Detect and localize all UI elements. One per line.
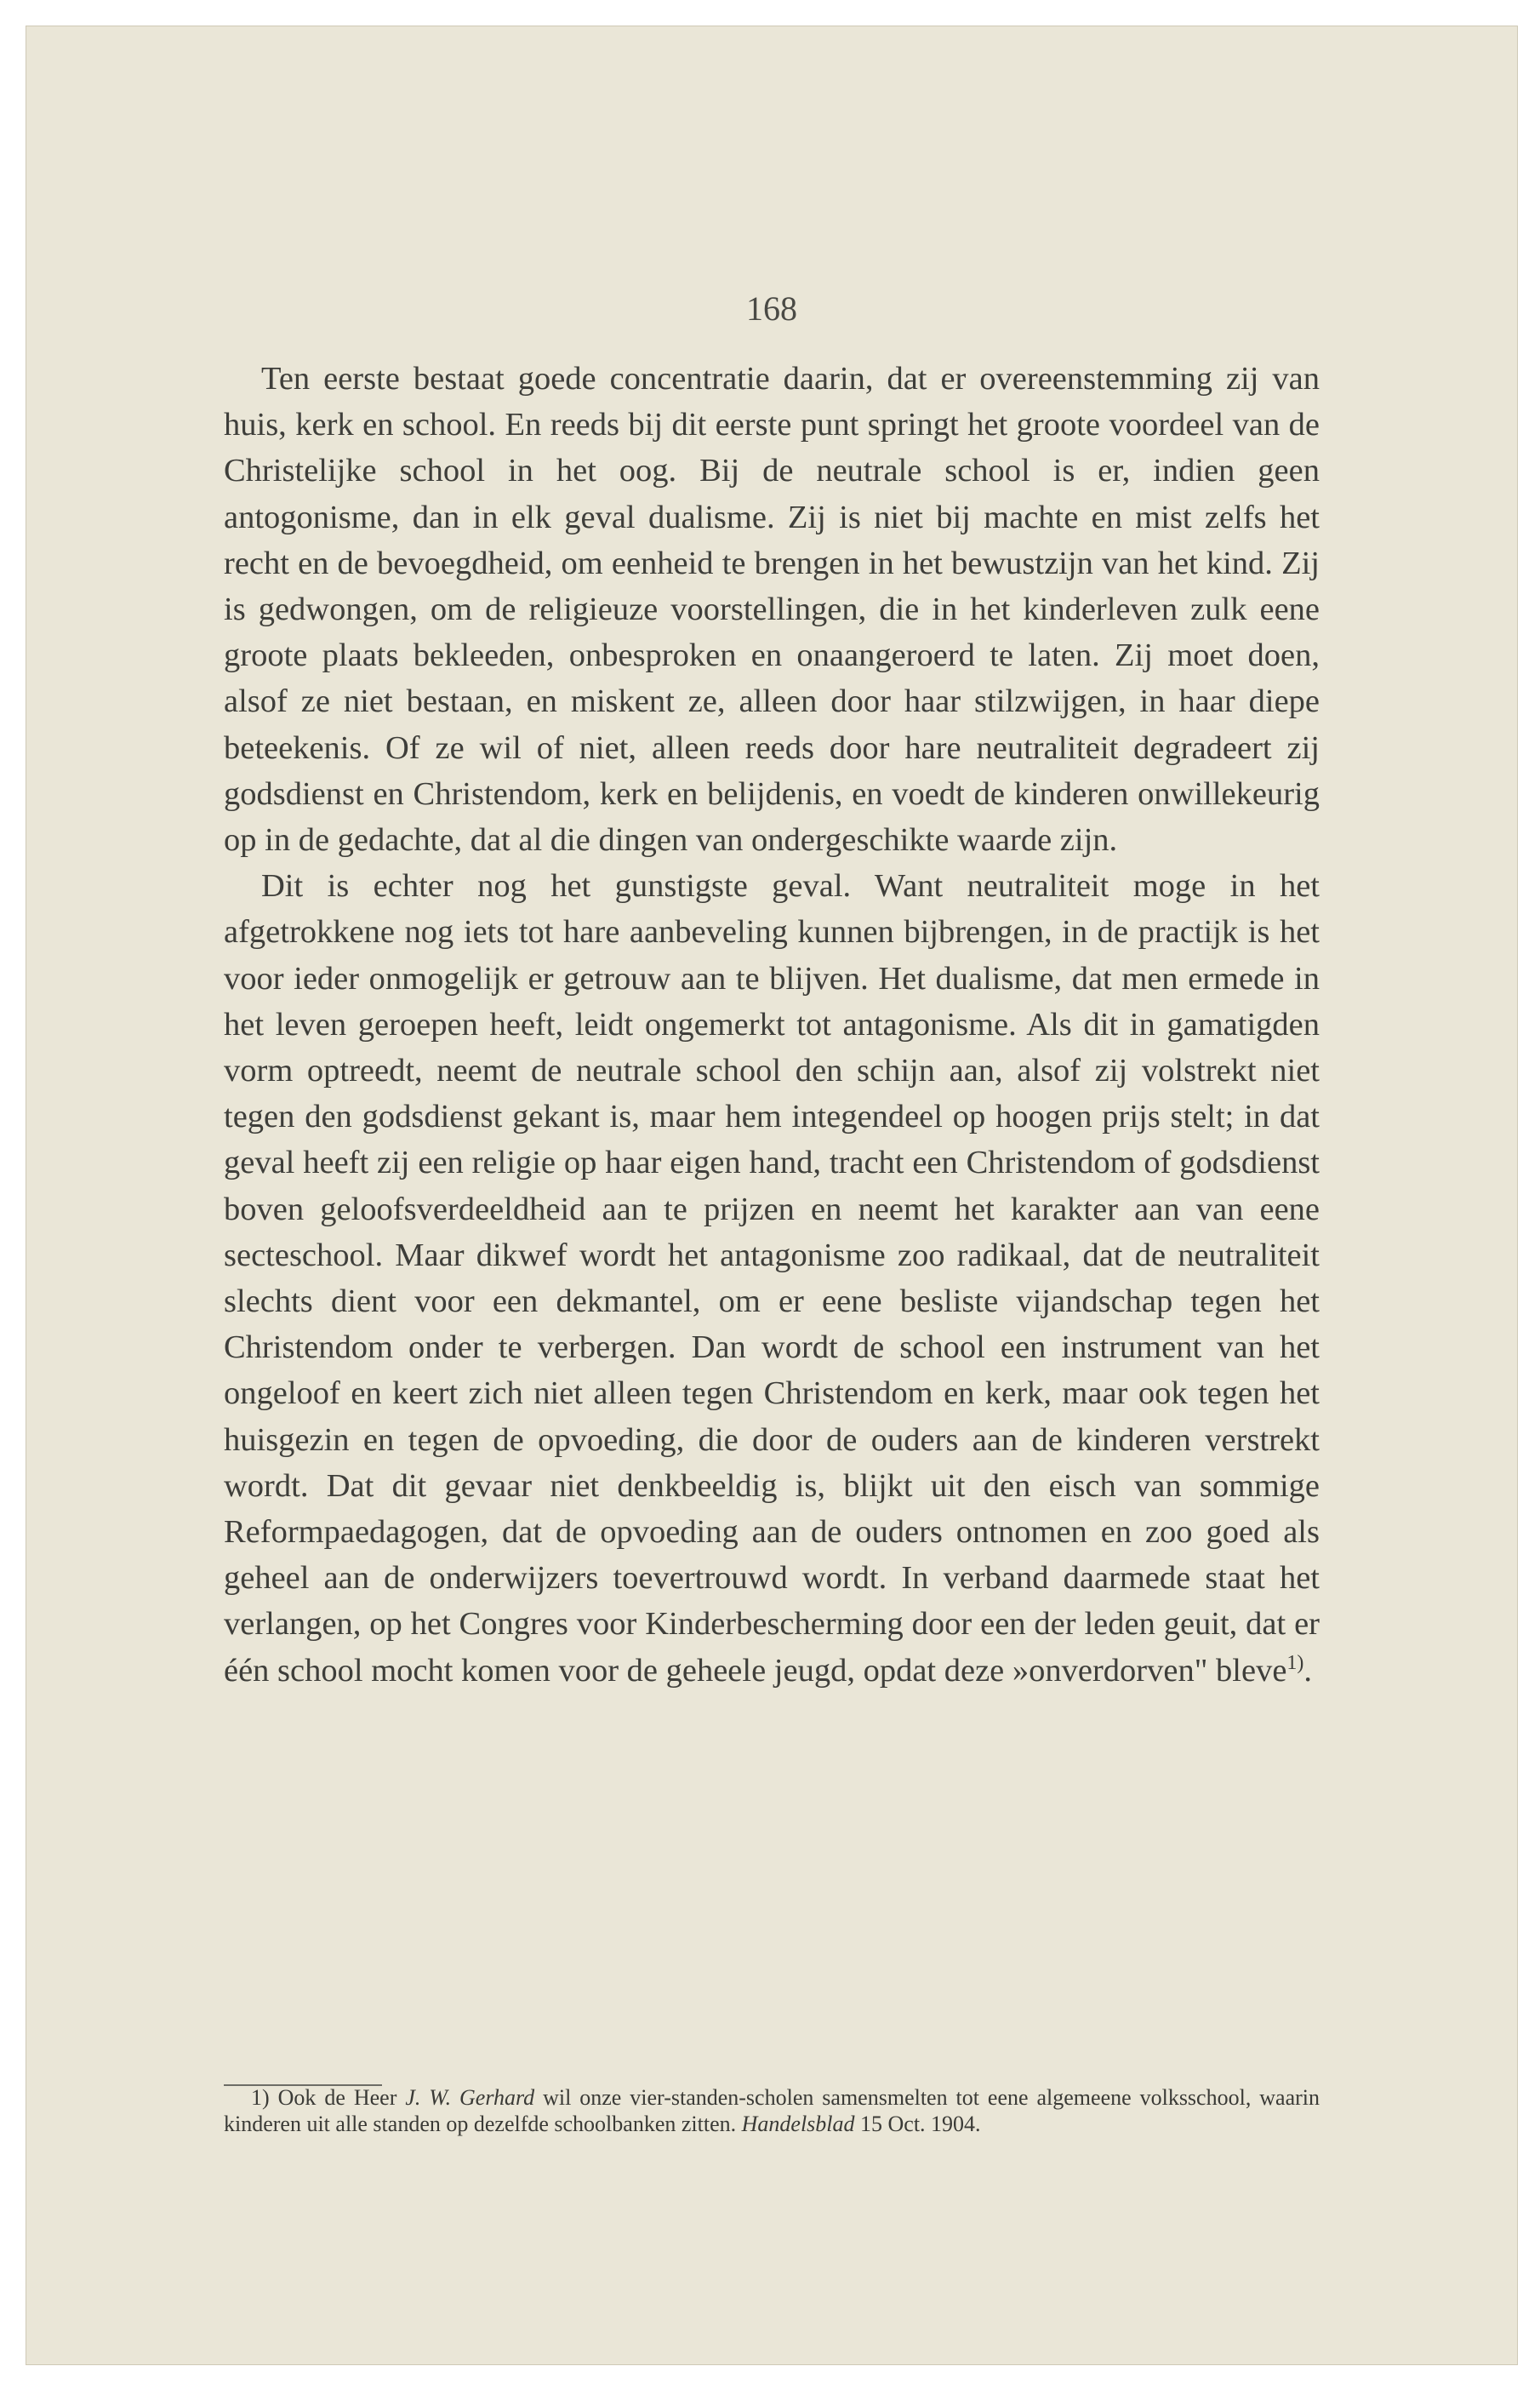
footnote-marker: 1): [251, 2085, 270, 2110]
paragraph-1: Ten eerste bestaat goede concentratie daarin, dat er overeenstemming zij van huis, kerk en school. En reeds bij dit eerste punt springt het groote voordeel van de Christelijke school in het oog. Bij de neutrale school is er, indien geen antogonisme, dan in elk geval dualisme. Zij is niet bij machte en mist zelfs het recht en de bevoegdheid, om eenheid te brengen in het bewustzijn van het kind. Zij is gedwongen, om de religieuze voorstellingen, die in het kinderleven zulk eene groote plaats bekleeden, onbesproken en onaangeroerd te laten. Zij moet doen, alsof ze niet bestaan, en miskent ze, alleen door haar stilzwijgen, in haar diepe beteekenis. Of ze wil of niet, alleen reeds door hare neutraliteit degradeert zij godsdienst en Christendom, kerk en belijdenis, en voedt de kinderen onwillekeurig op in de gedachte, dat al die dingen van ondergeschikte waarde zijn.: [224, 361, 1320, 859]
footnote-text-1: Ook de Heer: [277, 2085, 397, 2110]
paragraph-2-text: Dit is echter nog het gunstigste geval. Want neutraliteit moge in het afgetrokkene nog iets tot hare aanbeveling kunnen bijbrengen, in de practijk is het voor ieder onmogelijk er getrouw aan te blijven. Het dualisme, dat men ermede in het leven geroepen heeft, leidt ongemerkt tot antagonisme. Als dit in gamatigden vorm optreedt, neemt de neutrale school den schijn aan, alsof zij volstrekt niet tegen den godsdienst gekant is, maar hem integendeel op hoogen prijs stelt; in dat geval heeft zij een religie op haar eigen hand, tracht een Christendom of godsdienst boven geloofsverdeeldheid aan te prijzen en neemt het karakter aan van eene secteschool. Maar dikwef wordt het antagonisme zoo radikaal, dat de neutraliteit slechts dient voor een dekmantel, om er eene besliste vijandschap tegen het Christendom onder te verbergen. Dan wordt de school een instrument van het ongeloof en keert zich niet alleen tegen Christendom en kerk, maar ook tegen het huisgezin en tegen de opvoeding, die door de ouders aan de kinderen verstrekt wordt. Dat dit gevaar niet denkbeeldig is, blijkt uit den eisch van sommige Reformpaedagogen, dat de opvoeding aan de ouders ontnomen en zoo goed als geheel aan de onderwijzers toevertrouwd wordt. In verband daarmede staat het verlangen, op het Congres voor Kinderbescherming door een der leden geuit, dat er één school mocht komen voor de geheele jeugd, opdat deze »onverdorven" bleve: [224, 868, 1320, 1689]
footnote-reference: 1): [1286, 1651, 1304, 1674]
book-page: [26, 26, 1518, 2365]
footnote-source: Handelsblad: [741, 2111, 855, 2136]
paragraph-2: Dit is echter nog het gunstigste geval. Want neutraliteit moge in het afgetrokkene nog iets tot hare aanbeveling kunnen bijbrengen, in de practijk is het voor ieder onmogelijk er getrouw aan te blijven. Het dualisme, dat men ermede in het leven geroepen heeft, leidt ongemerkt tot antagonisme. Als dit in gamatigden vorm optreedt, neemt de neutrale school den schijn aan, alsof zij volstrekt niet tegen den godsdienst gekant is, maar hem integendeel op hoogen prijs stelt; in dat geval heeft zij een religie op haar eigen hand, tracht een Christendom of godsdienst boven geloofsverdeeldheid aan te prijzen en neemt het karakter aan van eene secteschool. Maar dikwef wordt het antagonisme zoo radikaal, dat de neutraliteit slechts dient voor een dekmantel, om er eene besliste vijandschap tegen het Christendom onder te verbergen. Dan wordt de school een instrument van het ongeloof en keert zich niet alleen tegen Christendom en kerk, maar ook tegen het huisgezin en tegen de opvoeding, die door de ouders aan de kinderen verstrekt wordt. Dat dit gevaar niet denkbeeldig is, blijkt uit den eisch van sommige Reformpaedagogen, dat de opvoeding aan de ouders ontnomen en zoo goed als geheel aan de onderwijzers toevertrouwd wordt. In verband daarmede staat het verlangen, op het Congres voor Kinderbescherming door een der leden geuit, dat er één school mocht komen voor de geheele jeugd, opdat deze »onverdorven" bleve$^{1)}$.: [224, 868, 1320, 1689]
body-text: [224, 356, 1320, 1694]
footnote: [224, 2085, 1320, 2137]
page-number: 168: [746, 289, 797, 328]
footnote-date: 15 Oct. 1904.: [860, 2111, 981, 2136]
footnote-person: J. W. Gerhard: [405, 2085, 535, 2110]
footnote-text-2: wil onze vier-standen-scholen samensmelten tot eene algemeene volksschool, waarin kinderen uit alle standen op dezelfde schoolbanken zitten.: [224, 2085, 1320, 2136]
